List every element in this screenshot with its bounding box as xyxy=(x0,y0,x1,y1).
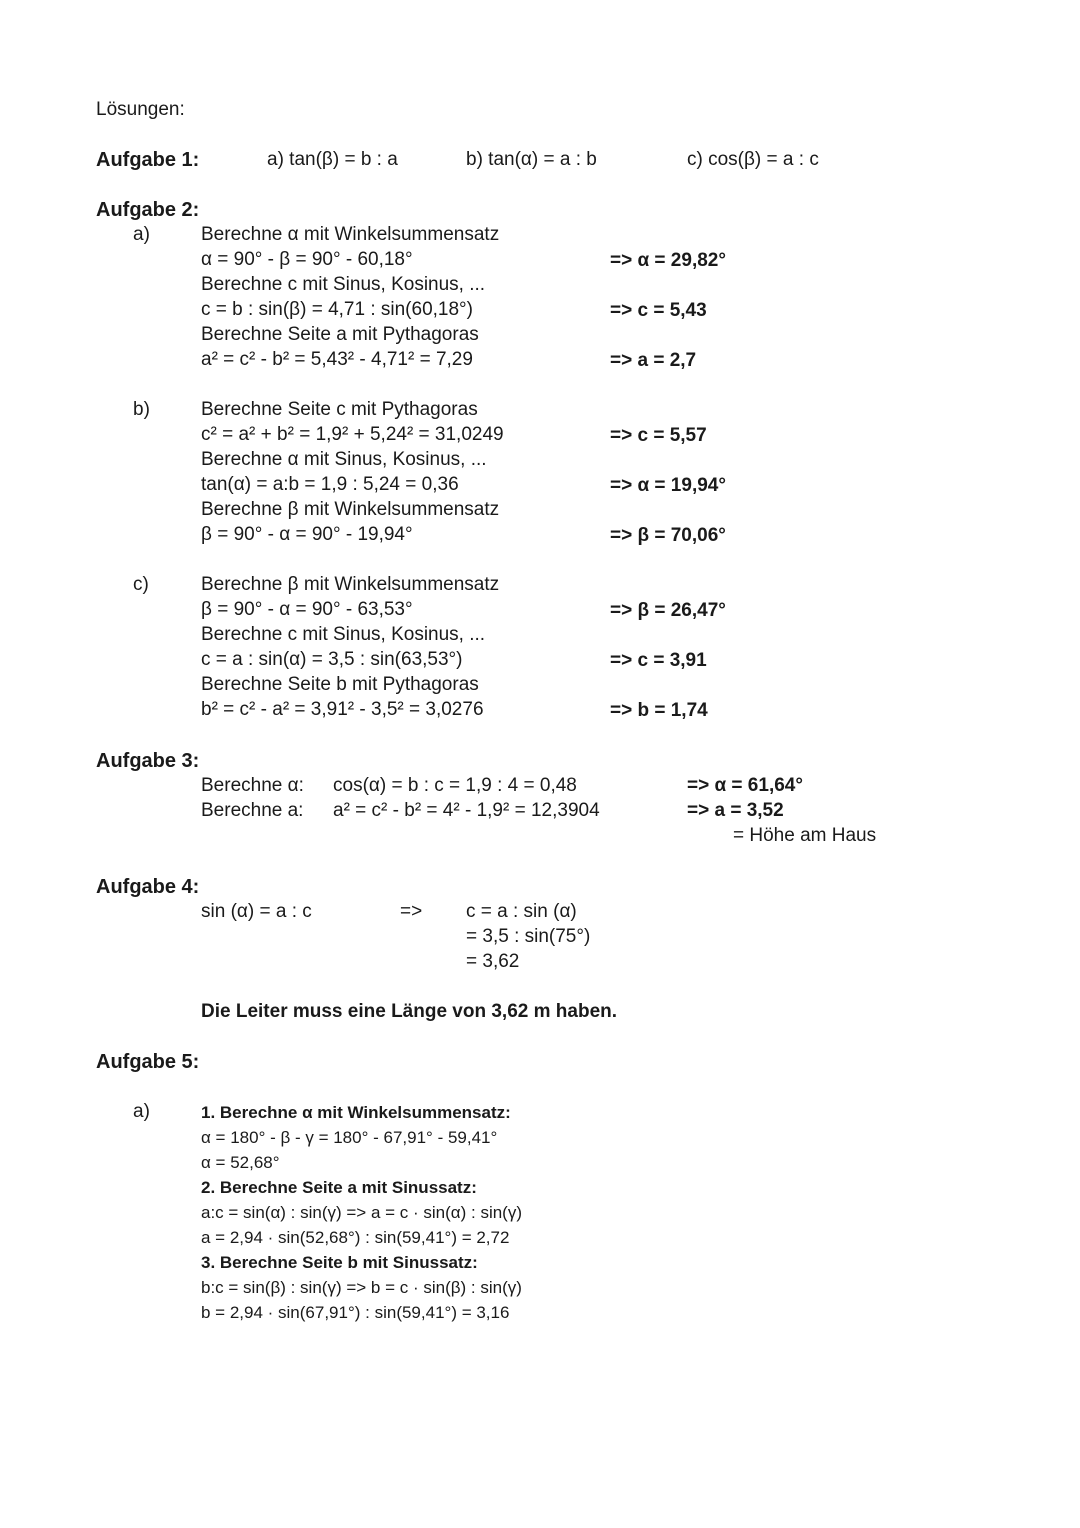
aufgabe-4-answer: Die Leiter muss eine Länge von 3,62 m haben. xyxy=(201,1001,618,1022)
aufgabe-4-heading: Aufgabe 4: xyxy=(96,876,200,898)
aufgabe-2c-line: β = 90° - α = 90° - 63,53° xyxy=(201,599,413,620)
aufgabe-1-part-c: c) cos(β) = a : c xyxy=(687,149,819,170)
aufgabe-1-part-a: a) tan(β) = b : a xyxy=(267,149,398,170)
page-title: Lösungen: xyxy=(96,99,185,120)
aufgabe-5-line: a = 2,94 · sin(52,68°) : sin(59,41°) = 2,72 xyxy=(201,1228,510,1247)
aufgabe-4-formula: sin (α) = a : c xyxy=(201,901,312,922)
aufgabe-3-formula-alpha: cos(α) = b : c = 1,9 : 4 = 0,48 xyxy=(333,775,577,796)
aufgabe-2c-result: => b = 1,74 xyxy=(610,700,708,721)
aufgabe-5-line: a:c = sin(α) : sin(γ) => a = c · sin(α) : sin(γ) xyxy=(201,1203,522,1222)
aufgabe-2b-result: => β = 70,06° xyxy=(610,525,726,546)
aufgabe-4-arrow: => xyxy=(400,901,423,922)
aufgabe-1-part-b: b) tan(α) = a : b xyxy=(466,149,597,170)
aufgabe-2-label-a: a) xyxy=(133,224,150,245)
aufgabe-5-line: 2. Berechne Seite a mit Sinussatz: xyxy=(201,1178,477,1197)
aufgabe-3-heading: Aufgabe 3: xyxy=(96,750,200,772)
aufgabe-2b-result: => c = 5,57 xyxy=(610,425,707,446)
aufgabe-5-line: 1. Berechne α mit Winkelsummensatz: xyxy=(201,1103,511,1122)
aufgabe-2b-line: Berechne Seite c mit Pythagoras xyxy=(201,399,478,420)
aufgabe-4-result-line: = 3,62 xyxy=(466,951,520,972)
aufgabe-4-result-line: = 3,5 : sin(75°) xyxy=(466,926,591,947)
aufgabe-2b-line: β = 90° - α = 90° - 19,94° xyxy=(201,524,413,545)
aufgabe-2c-line: c = a : sin(α) = 3,5 : sin(63,53°) xyxy=(201,649,463,670)
aufgabe-2-heading: Aufgabe 2: xyxy=(96,199,200,221)
aufgabe-2c-line: Berechne β mit Winkelsummensatz xyxy=(201,574,500,595)
aufgabe-4-result-line: c = a : sin (α) xyxy=(466,901,577,922)
aufgabe-2c-result: => c = 3,91 xyxy=(610,650,707,671)
aufgabe-3-note: = Höhe am Haus xyxy=(733,825,877,846)
aufgabe-2a-line: α = 90° - β = 90° - 60,18° xyxy=(201,249,413,270)
aufgabe-3-result-a: => a = 3,52 xyxy=(687,800,784,821)
aufgabe-2a-line: Berechne Seite a mit Pythagoras xyxy=(201,324,479,345)
aufgabe-2b-line: Berechne β mit Winkelsummensatz xyxy=(201,499,500,520)
aufgabe-2a-line: c = b : sin(β) = 4,71 : sin(60,18°) xyxy=(201,299,473,320)
aufgabe-3-label-a: Berechne a: xyxy=(201,800,304,821)
aufgabe-5-line: 3. Berechne Seite b mit Sinussatz: xyxy=(201,1253,478,1272)
aufgabe-2a-result: => α = 29,82° xyxy=(610,250,726,271)
aufgabe-5-line: α = 180° - β - γ = 180° - 67,91° - 59,41° xyxy=(201,1128,498,1147)
aufgabe-2b-line: Berechne α mit Sinus, Kosinus, ... xyxy=(201,449,487,470)
aufgabe-2a-line: Berechne c mit Sinus, Kosinus, ... xyxy=(201,274,486,295)
aufgabe-2a-result: => a = 2,7 xyxy=(610,350,697,371)
aufgabe-5-line: b:c = sin(β) : sin(γ) => b = c · sin(β) : sin(γ) xyxy=(201,1278,522,1297)
aufgabe-2a-line: a² = c² - b² = 5,43² - 4,71² = 7,29 xyxy=(201,349,473,370)
aufgabe-2b-result: => α = 19,94° xyxy=(610,475,726,496)
aufgabe-3-formula-a: a² = c² - b² = 4² - 1,9² = 12,3904 xyxy=(333,800,600,821)
aufgabe-5-line: b = 2,94 · sin(67,91°) : sin(59,41°) = 3,16 xyxy=(201,1303,510,1322)
aufgabe-5-line: α = 52,68° xyxy=(201,1153,280,1172)
aufgabe-2a-result: => c = 5,43 xyxy=(610,300,707,321)
aufgabe-2a-line: Berechne α mit Winkelsummensatz xyxy=(201,224,500,245)
aufgabe-2c-line: Berechne Seite b mit Pythagoras xyxy=(201,674,479,695)
aufgabe-2c-result: => β = 26,47° xyxy=(610,600,726,621)
aufgabe-2b-line: c² = a² + b² = 1,9² + 5,24² = 31,0249 xyxy=(201,424,504,445)
aufgabe-5-label-a: a) xyxy=(133,1101,150,1122)
aufgabe-1-heading: Aufgabe 1: xyxy=(96,149,200,171)
aufgabe-2c-line: Berechne c mit Sinus, Kosinus, ... xyxy=(201,624,486,645)
aufgabe-2c-line: b² = c² - a² = 3,91² - 3,5² = 3,0276 xyxy=(201,699,484,720)
aufgabe-2-label-b: b) xyxy=(133,399,150,420)
aufgabe-3-result-alpha: => α = 61,64° xyxy=(687,775,803,796)
aufgabe-5-heading: Aufgabe 5: xyxy=(96,1051,200,1073)
aufgabe-3-label-alpha: Berechne α: xyxy=(201,775,304,796)
aufgabe-2-label-c: c) xyxy=(133,574,149,595)
aufgabe-2b-line: tan(α) = a:b = 1,9 : 5,24 = 0,36 xyxy=(201,474,459,495)
